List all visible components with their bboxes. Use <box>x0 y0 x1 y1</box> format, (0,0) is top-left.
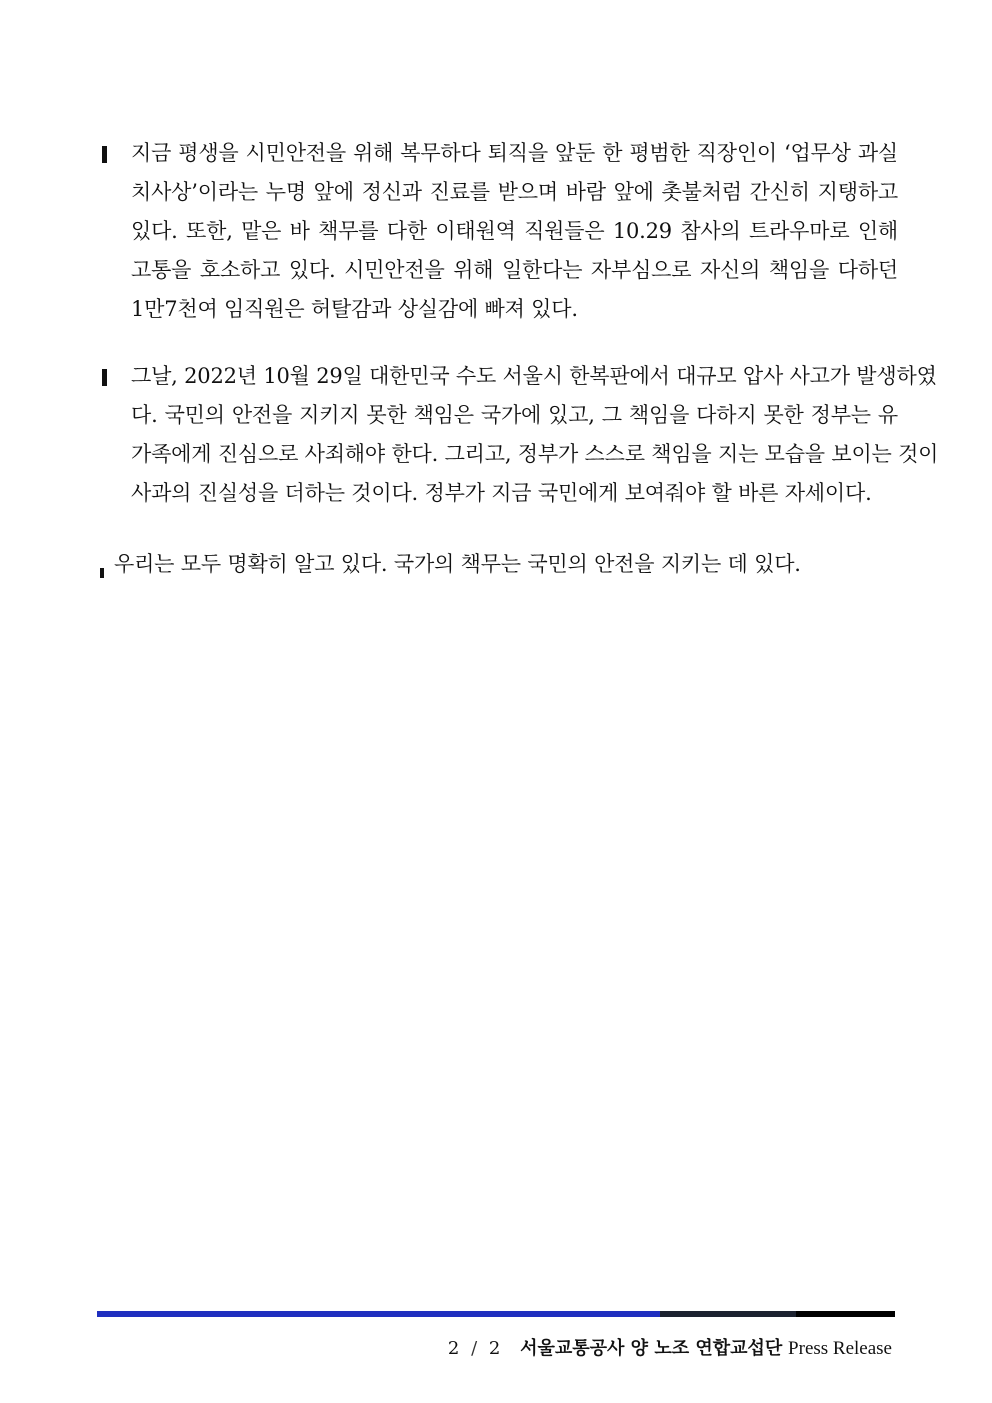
page-separator: / <box>471 1338 478 1359</box>
bullet-marker <box>100 568 104 578</box>
footer-divider-blue <box>97 1311 660 1317</box>
press-release-label: Press Release <box>788 1338 892 1359</box>
paragraph-line: 지금 평생을 시민안전을 위해 복무하다 퇴직을 앞둔 한 평범한 직장인이 ‘업무상 과실 <box>131 141 898 165</box>
paragraph-1 <box>98 134 898 329</box>
paragraph-line: 사과의 진실성을 더하는 것이다. 정부가 지금 국민에게 보여줘야 할 바른 자세이다. <box>131 481 872 505</box>
footer-divider-black <box>796 1311 895 1317</box>
paragraph-line: 치사상’이라는 누명 앞에 정신과 진료를 받으며 바람 앞에 촛불처럼 간신히 지탱하고 <box>131 180 898 204</box>
paragraph-line: 1만7천여 임직원은 허탈감과 상실감에 빠져 있다. <box>131 297 578 321</box>
page-current: 2 <box>447 1338 460 1359</box>
footer-divider <box>97 1311 895 1317</box>
page-total: 2 <box>488 1338 501 1359</box>
footer <box>448 1334 892 1360</box>
paragraph-line: 다. 국민의 안전을 지키지 못한 책임은 국가에 있고, 그 책임을 다하지 못한 정부는 유 <box>131 403 898 427</box>
bullet-marker <box>102 369 107 386</box>
paragraph-line: 우리는 모두 명확히 알고 있다. 국가의 책무는 국민의 안전을 지키는 데 있다. <box>114 552 801 576</box>
paragraph-line: 가족에게 진심으로 사죄해야 한다. 그리고, 정부가 스스로 책임을 지는 모습을 보이는 것이 <box>131 442 939 466</box>
paragraph-3 <box>98 545 898 584</box>
footer-divider-navy <box>660 1311 796 1317</box>
paragraph-line: 고통을 호소하고 있다. 시민안전을 위해 일한다는 자부심으로 자신의 책임을 다하던 <box>131 258 898 282</box>
paragraph-line: 있다. 또한, 맡은 바 책무를 다한 이태원역 직원들은 10.29 참사의 트라우마로 인해 <box>131 219 898 243</box>
paragraph-line: 그날, 2022년 10월 29일 대한민국 수도 서울시 한복판에서 대규모 압사 사고가 발생하였 <box>131 364 937 388</box>
paragraph-2 <box>98 357 939 513</box>
page-number <box>448 1338 506 1359</box>
bullet-marker <box>102 146 107 163</box>
organization-name: 서울교통공사 양 노조 연합교섭단 <box>520 1338 783 1359</box>
